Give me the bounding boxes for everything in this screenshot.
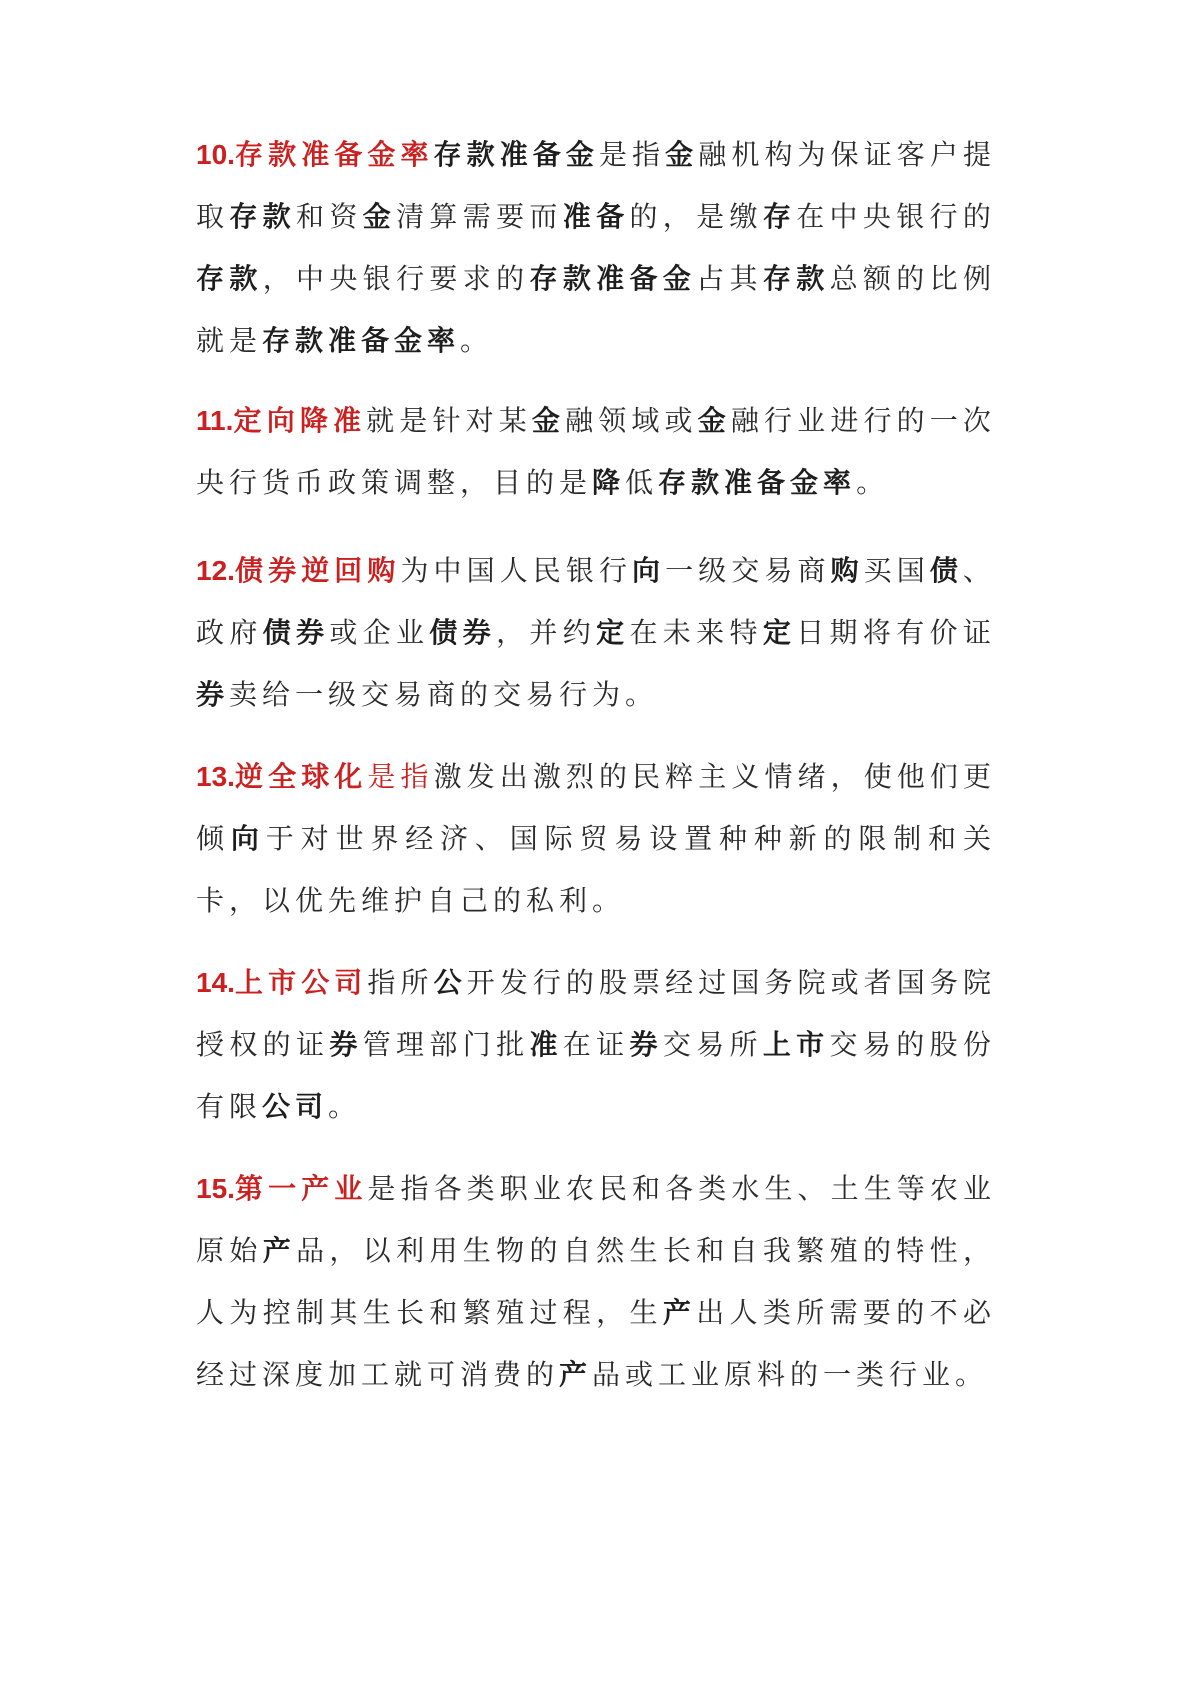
text-segment: 债券 bbox=[429, 616, 497, 649]
text-segment: 在中央银行的 bbox=[796, 200, 996, 233]
entry-number: 15. bbox=[196, 1173, 235, 1204]
text-segment: 存款准备金 bbox=[529, 262, 697, 295]
entry-number: 14. bbox=[196, 967, 235, 998]
text-segment: 向 bbox=[632, 554, 666, 587]
text-segment: 融领域或 bbox=[565, 404, 698, 437]
text-segment: ，并约 bbox=[496, 616, 597, 649]
text-segment: 准 bbox=[529, 1028, 563, 1061]
text-segment: 是指各类职业农民和各类水生、土生等农业原始 bbox=[196, 1172, 996, 1267]
definition-entry-11 bbox=[196, 390, 996, 514]
text-segment: 公司 bbox=[262, 1090, 329, 1123]
definition-entry-10 bbox=[196, 124, 996, 372]
entry-term: 第一产业 bbox=[234, 1172, 368, 1205]
text-segment: 指所 bbox=[367, 966, 434, 999]
entry-number: 13. bbox=[196, 761, 235, 792]
text-segment: 存款准备金率 bbox=[262, 324, 461, 357]
text-segment: 和资 bbox=[296, 200, 363, 233]
definition-entry-15 bbox=[196, 1158, 996, 1406]
text-segment: 于对世界经济、国际贸易设置种种新的限制和关卡，以优先维护自己的私利。 bbox=[196, 822, 996, 917]
text-segment: 买国 bbox=[863, 554, 930, 587]
entry-term: 存款准备金率 bbox=[234, 138, 434, 171]
entry-term: 债券逆回购 bbox=[234, 554, 401, 587]
text-segment: 金 bbox=[665, 138, 699, 171]
text-segment: 。 bbox=[328, 1090, 362, 1123]
text-segment: 券 bbox=[629, 1028, 663, 1061]
text-segment: ，中央银行要求的 bbox=[262, 262, 530, 295]
text-segment: 融机构为保证客户提取 bbox=[196, 138, 996, 233]
text-segment: 品或工业原料的一类行业。 bbox=[592, 1358, 989, 1391]
text-segment: 。 bbox=[856, 466, 890, 499]
text-segment: 是指 bbox=[367, 760, 434, 793]
text-segment: 产 bbox=[262, 1234, 297, 1267]
text-segment: 债券 bbox=[262, 616, 330, 649]
text-segment: 产 bbox=[559, 1358, 593, 1391]
text-segment: 定 bbox=[762, 616, 797, 649]
text-segment: 产 bbox=[662, 1296, 697, 1329]
text-segment: 激发出激烈的民粹主义情绪，使他们更倾 bbox=[196, 760, 996, 855]
text-segment: 融行业进行的一次央行货币政策调整，目的是 bbox=[196, 404, 996, 499]
text-segment: 存款准备金 bbox=[433, 138, 599, 171]
text-segment: 。 bbox=[460, 324, 494, 357]
text-segment: 存款 bbox=[196, 262, 263, 295]
text-segment: 的，是缴 bbox=[629, 200, 763, 233]
text-segment: 日期将有价证 bbox=[796, 616, 996, 649]
entry-number: 11. bbox=[196, 405, 234, 436]
text-segment: 出人类所需要的不必经过深度加工就可消费的 bbox=[196, 1296, 996, 1391]
text-segment: 降 bbox=[592, 466, 626, 499]
definition-entry-14 bbox=[196, 952, 996, 1138]
entry-number: 10. bbox=[196, 139, 235, 170]
text-segment: 金 bbox=[531, 404, 566, 437]
entry-term: 逆全球化 bbox=[234, 760, 368, 793]
text-segment: 一级交易商 bbox=[665, 554, 831, 587]
text-segment: 管理部门批 bbox=[362, 1028, 530, 1061]
text-segment: 金 bbox=[362, 200, 397, 233]
text-segment: 清算需要而 bbox=[396, 200, 563, 233]
text-segment: 交易的股份有限 bbox=[196, 1028, 996, 1123]
text-segment: 券 bbox=[329, 1028, 363, 1061]
text-segment: 品，以利用生物的自然生长和自我繁殖的特性，人为控制其生长和繁殖过程，生 bbox=[196, 1234, 996, 1329]
text-segment: 债 bbox=[929, 554, 963, 587]
text-segment: 准备 bbox=[562, 200, 630, 233]
text-segment: 存款 bbox=[762, 262, 830, 295]
entry-term: 上市公司 bbox=[234, 966, 368, 999]
definition-entry-13 bbox=[196, 746, 996, 932]
text-segment: 公 bbox=[433, 966, 467, 999]
definition-entry-12 bbox=[196, 540, 996, 726]
text-segment: 是指 bbox=[598, 138, 666, 171]
text-segment: 定 bbox=[596, 616, 630, 649]
text-segment: 占其 bbox=[696, 262, 763, 295]
text-segment: 存 bbox=[762, 200, 797, 233]
text-segment: 在证 bbox=[562, 1028, 630, 1061]
text-segment: 就是针对某 bbox=[366, 404, 532, 437]
text-segment: 总额的比例就是 bbox=[196, 262, 996, 357]
entry-term: 定向降准 bbox=[233, 404, 367, 437]
text-segment: 低 bbox=[625, 466, 659, 499]
entry-number: 12. bbox=[196, 555, 235, 586]
text-segment: 向 bbox=[230, 822, 266, 855]
text-segment: 、政府 bbox=[196, 554, 996, 649]
text-segment: 交易所 bbox=[662, 1028, 763, 1061]
text-segment: 为中国人民银行 bbox=[400, 554, 633, 587]
text-segment: 上市 bbox=[762, 1028, 830, 1061]
text-segment: 开发行的股票经过国务院或者国务院授权的证 bbox=[196, 966, 996, 1061]
text-segment: 存款准备金率 bbox=[658, 466, 857, 499]
text-segment: 在未来特 bbox=[629, 616, 763, 649]
text-segment: 或企业 bbox=[329, 616, 430, 649]
text-segment: 购 bbox=[830, 554, 864, 587]
text-segment: 金 bbox=[697, 404, 731, 437]
text-segment: 券 bbox=[196, 678, 230, 711]
text-segment: 卖给一级交易商的交易行为。 bbox=[229, 678, 659, 711]
text-segment: 存款 bbox=[229, 200, 297, 233]
